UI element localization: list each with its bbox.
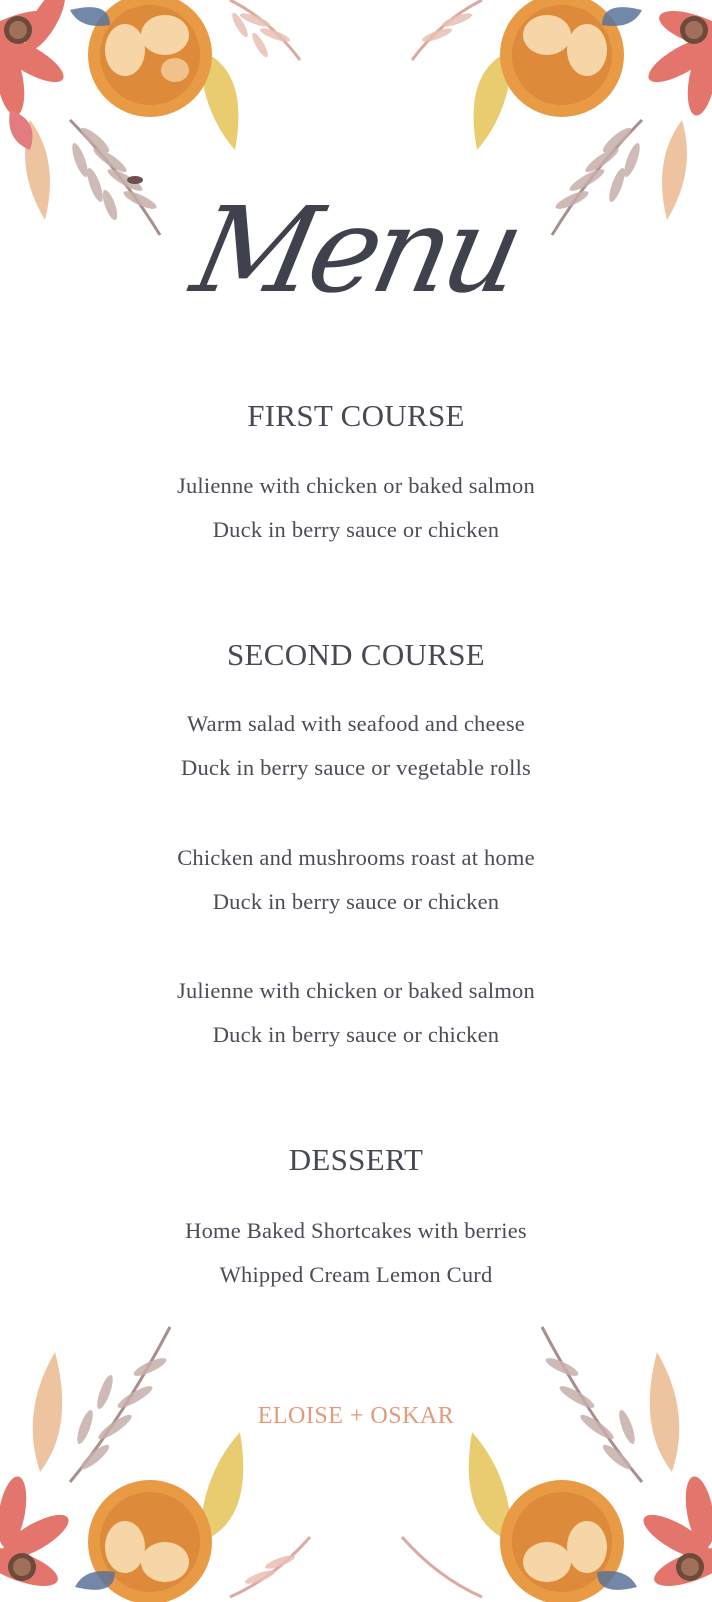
menu-item: Home Baked Shortcakes with berries [185,1218,527,1243]
menu-item: Julienne with chicken or baked salmon [177,473,535,498]
section-heading-dessert: DESSERT [288,1142,424,1177]
floral-bottom-left-icon [0,1312,330,1602]
floral-bottom-right-icon [382,1312,712,1602]
menu-item: Whipped Cream Lemon Curd [219,1262,493,1287]
menu-title: Menu [182,181,530,319]
menu-item: Duck in berry sauce or chicken [212,1022,500,1047]
couple-names: ELOISE + OSKAR [257,1403,455,1429]
section-heading-first-course: FIRST COURSE [247,398,465,433]
menu-item: Chicken and mushrooms roast at home [177,845,535,870]
section-heading-second-course: SECOND COURSE [227,637,485,672]
menu-item: Duck in berry sauce or vegetable rolls [181,755,531,780]
menu-item: Julienne with chicken or baked salmon [177,978,535,1003]
menu-item: Duck in berry sauce or chicken [212,517,500,542]
menu-item: Warm salad with seafood and cheese [187,711,525,736]
menu-item: Duck in berry sauce or chicken [212,889,500,914]
